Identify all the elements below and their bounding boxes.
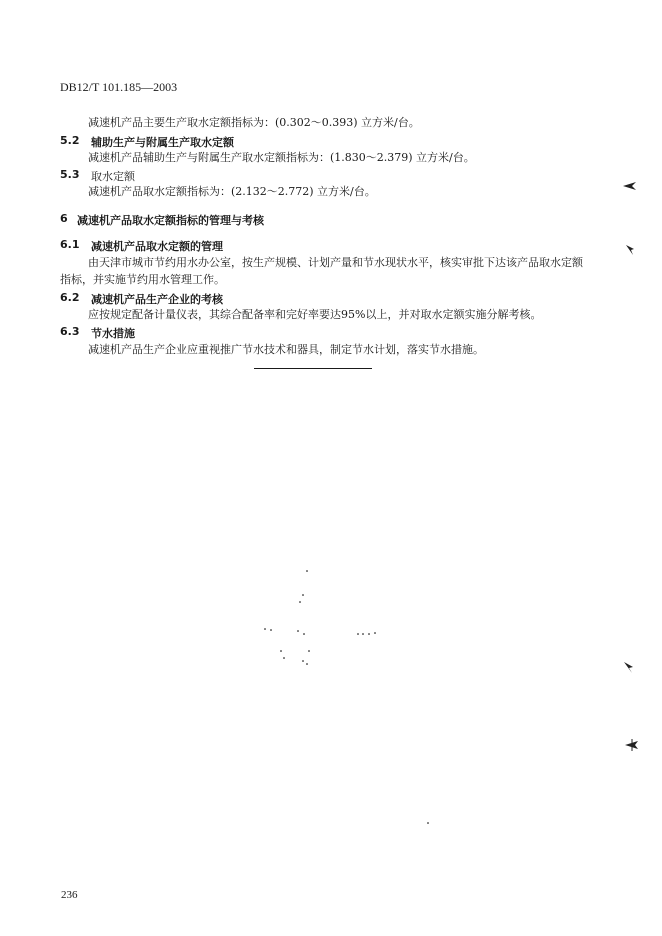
speck: [427, 822, 429, 824]
section-6-title: 减速机产品取水定额指标的管理与考核: [77, 214, 264, 227]
section-6-1-body-line1: 由天津市城市节约用水办公室，按生产规模、计划产量和节水现状水平，核实审批下达该产品取水定额: [88, 256, 583, 269]
section-5-2-body: 减速机产品辅助生产与附属生产取水定额指标为：(1.830～2.379) 立方米/台。: [88, 151, 475, 164]
section-6-2-title: 减速机产品生产企业的考核: [91, 293, 223, 306]
section-5-2-number: 5.2: [60, 134, 80, 147]
speck: [374, 632, 376, 634]
section-5-3-title: 取水定额: [91, 170, 135, 183]
speck: [264, 628, 266, 630]
speck: [308, 650, 310, 652]
section-6-3-title: 节水措施: [91, 327, 135, 340]
speck: [357, 633, 359, 635]
speck: [299, 601, 301, 603]
section-6-2-body: 应按规定配备计量仪表，其综合配备率和完好率要达95%以上，并对取水定额实施分解考核。: [88, 308, 542, 321]
intro-line: 减速机产品主要生产取水定额指标为：(0.302～0.393) 立方米/台。: [88, 116, 420, 129]
scan-mark-2: [624, 243, 636, 257]
section-6-1-title: 减速机产品取水定额的管理: [91, 240, 223, 253]
page-number: 236: [61, 889, 78, 901]
end-rule: [254, 368, 372, 369]
section-6-1-number: 6.1: [60, 238, 80, 251]
speck: [362, 633, 364, 635]
speck: [368, 633, 370, 635]
scan-mark-1: [622, 180, 638, 192]
speck: [283, 657, 285, 659]
section-5-3-number: 5.3: [60, 168, 80, 181]
speck: [270, 629, 272, 631]
section-5-3-body: 减速机产品取水定额指标为：(2.132～2.772) 立方米/台。: [88, 185, 376, 198]
section-6-3-number: 6.3: [60, 325, 80, 338]
scan-mark-3: [622, 660, 636, 674]
speck: [306, 570, 308, 572]
speck: [303, 633, 305, 635]
section-6-number: 6: [60, 212, 68, 225]
speck: [302, 660, 304, 662]
speck: [306, 663, 308, 665]
speck: [280, 650, 282, 652]
speck: [302, 594, 304, 596]
section-5-2-title: 辅助生产与附属生产取水定额: [91, 136, 234, 149]
speck: [297, 630, 299, 632]
document-code: DB12/T 101.185—2003: [60, 80, 178, 94]
scan-mark-4: [624, 738, 640, 752]
section-6-1-body-line2: 指标，并实施节约用水管理工作。: [60, 273, 225, 286]
section-6-2-number: 6.2: [60, 291, 80, 304]
section-6-3-body: 减速机产品生产企业应重视推广节水技术和器具，制定节水计划，落实节水措施。: [88, 343, 484, 356]
